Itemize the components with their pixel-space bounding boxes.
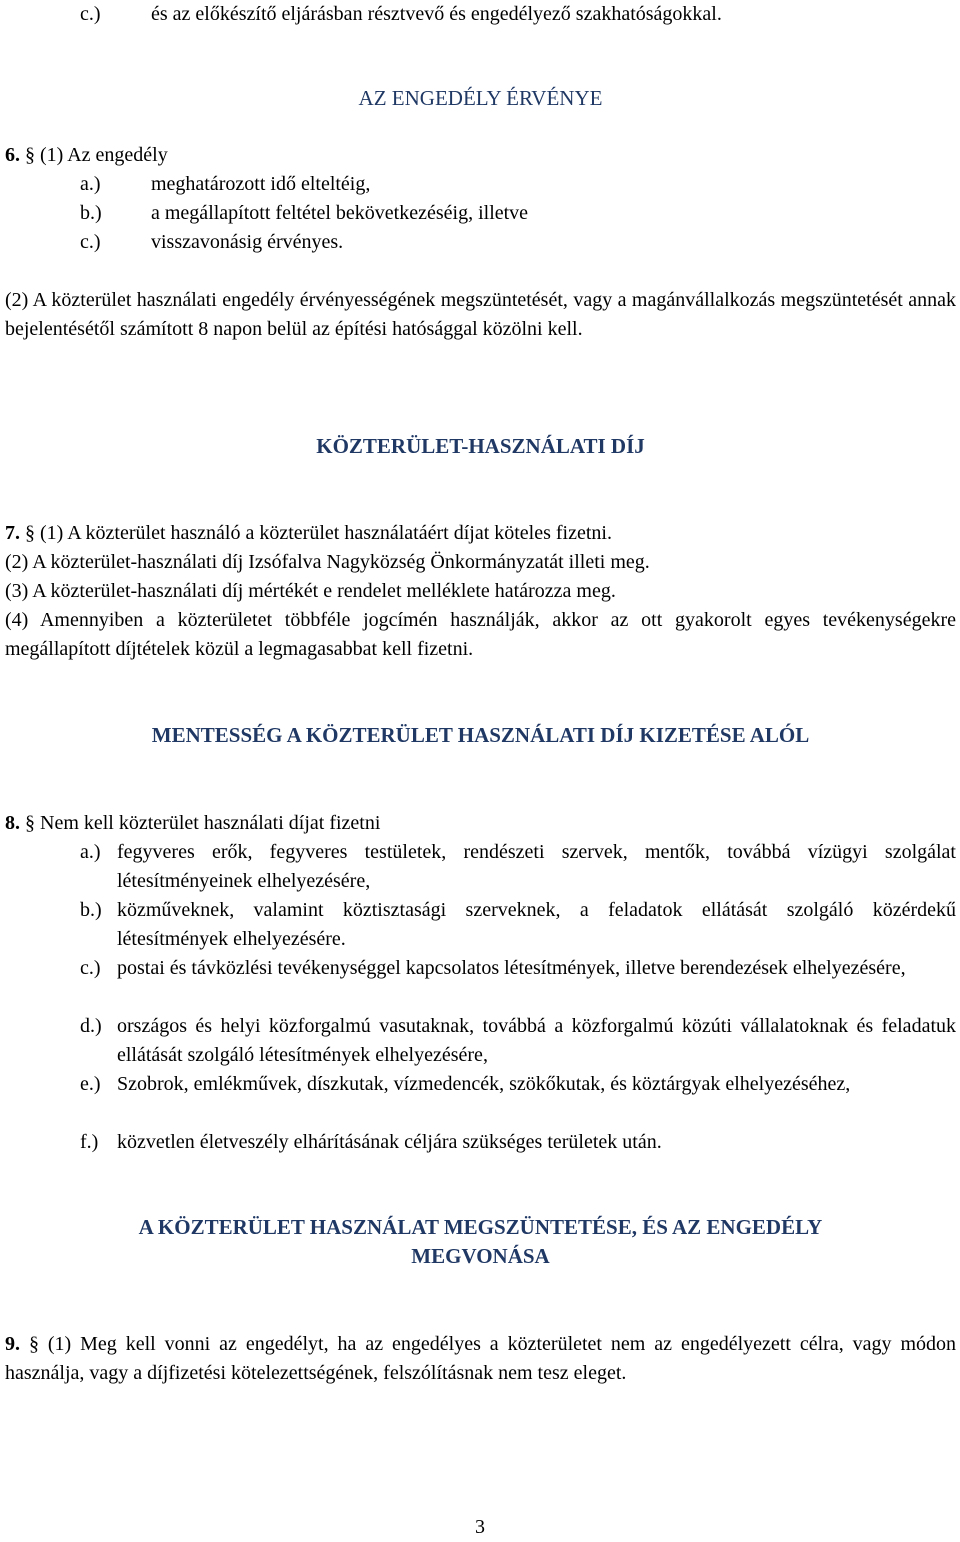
intro-label: c.): [80, 3, 101, 25]
para-8-lead-text: Nem kell közterület használati díjat fizetni: [40, 812, 381, 834]
list-item: [80, 170, 956, 199]
section-sign: §: [25, 812, 35, 834]
section-number-6: 6.: [5, 144, 20, 166]
list-item: [5, 1070, 956, 1128]
list-item-text: közműveknek, valamint köztisztasági szerveknek, a feladatok ellátását szolgáló közérdekű létesítmények elhelyezésére.: [117, 899, 956, 950]
list-8: [5, 838, 956, 1157]
list-item: [5, 896, 956, 954]
para-7-2: (2) A közterület-használati díj Izsófalva Nagyközség Önkormányzatát illeti meg.: [5, 551, 650, 573]
list-item-label: a.): [80, 173, 101, 195]
list-item: [80, 228, 956, 257]
section-title-validity: AZ ENGEDÉLY ÉRVÉNYE: [358, 86, 603, 110]
para-7-1: [5, 519, 956, 548]
list-item-text: visszavonásig érvényes.: [151, 231, 344, 253]
para-9-1-text: (1) Meg kell vonni az engedélyt, ha az engedélyes a közterületet nem az engedélyezett célra, vagy módon használja, vagy a díjfizetési kötelezettségének, felszólításnak nem tesz eleget.: [5, 1333, 956, 1384]
page-number: 3: [475, 1516, 485, 1538]
section-sign: §: [25, 522, 35, 544]
intro-text: és az előkészítő eljárásban résztvevő és engedélyező szakhatóságokkal.: [151, 3, 722, 25]
list-item-text: Szobrok, emlékművek, díszkutak, vízmedencék, szökőkutak, és köztárgyak elhelyezéséhez,: [117, 1073, 851, 1095]
list-item: [5, 838, 956, 896]
list-item-text: országos és helyi közforgalmú vasutaknak, továbbá a közforgalmú közúti vállalatoknak és feladatuk ellátását szolgáló létesítmények elhelyezésére,: [117, 1015, 956, 1066]
list-item: [5, 1128, 956, 1157]
para-8-lead: [5, 809, 956, 838]
para-6-1: [5, 141, 956, 170]
list-item-text: közvetlen életveszély elhárításának céljára szükséges területek után.: [117, 1131, 662, 1153]
list-item-label: a.): [80, 841, 101, 863]
list-item-label: e.): [80, 1073, 101, 1095]
list-6: [80, 170, 956, 257]
section-sign: §: [25, 144, 35, 166]
para-6-1-text: (1) Az engedély: [40, 144, 168, 166]
list-item-label: b.): [80, 899, 102, 921]
para-9-1: [5, 1330, 956, 1388]
list-item: [5, 1012, 956, 1070]
section-number-9: 9.: [5, 1333, 20, 1355]
para-7-1-text: (1) A közterület használó a közterület használatáért díjat köteles fizetni.: [40, 522, 612, 544]
list-item: [80, 199, 956, 228]
para-7-4: (4) Amennyiben a közterületet többféle jogcímén használják, akkor az ott gyakorolt egyes tevékenységekre megállapított díjtételek közül a legmagasabbat kell fizetni.: [5, 609, 956, 660]
list-item-label: c.): [80, 957, 101, 979]
list-item: [5, 954, 956, 1012]
list-item-text: meghatározott idő elteltéig,: [151, 173, 371, 195]
section-number-7: 7.: [5, 522, 20, 544]
list-item-label: d.): [80, 1015, 102, 1037]
list-item-label: f.): [80, 1131, 99, 1153]
section-title-revocation-line2: MEGVONÁSA: [411, 1244, 550, 1268]
section-title-revocation-line1: A KÖZTERÜLET HASZNÁLAT MEGSZÜNTETÉSE, ÉS AZ ENGEDÉLY: [138, 1215, 823, 1239]
section-title-exemption: MENTESSÉG A KÖZTERÜLET HASZNÁLATI DÍJ KIZETÉSE ALÓL: [151, 723, 810, 747]
list-item-text: a megállapított feltétel bekövetkezéséig, illetve: [151, 202, 529, 224]
list-item-label: c.): [80, 231, 101, 253]
para-7-3: (3) A közterület-használati díj mértékét e rendelet melléklete határozza meg.: [5, 580, 616, 602]
section-number-8: 8.: [5, 812, 20, 834]
list-item-text: fegyveres erők, fegyveres testületek, rendészeti szervek, mentők, továbbá vízügyi szolgálat létesítményeinek elhelyezésére,: [117, 841, 956, 892]
para-6-2: (2) A közterület használati engedély érvényességének megszüntetését, vagy a magánvállalkozás megszüntetését annak bejelentésétől számított 8 napon belül az építési hatósággal közölni kell.: [5, 289, 956, 340]
section-sign: §: [28, 1333, 39, 1355]
list-item-text: postai és távközlési tevékenységgel kapcsolatos létesítmények, illetve berendezések elhelyezésére,: [117, 957, 906, 979]
section-title-revocation: [5, 1213, 956, 1271]
list-item-label: b.): [80, 202, 102, 224]
intro-item: [80, 0, 956, 29]
section-title-fee: KÖZTERÜLET-HASZNÁLATI DÍJ: [316, 434, 645, 458]
